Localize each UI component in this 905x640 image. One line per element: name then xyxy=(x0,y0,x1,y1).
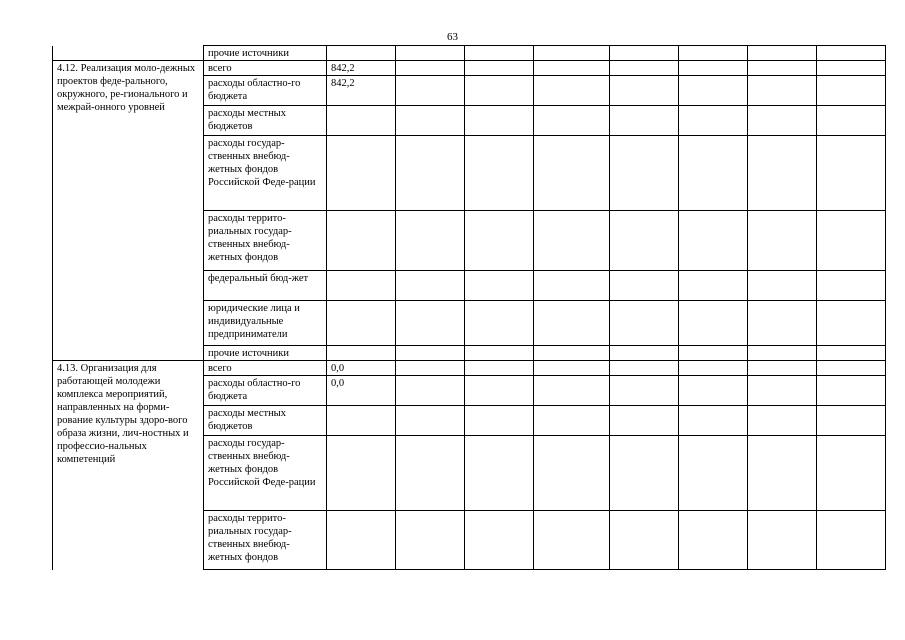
source-cell: всего xyxy=(204,61,327,76)
event-title-cell: 4.13. Организация для работающей молодежи комплекса мероприятий, направленных на форми-рование культуры здоро-вого образа жизни, лич-ностных и профессио-нальных компетенций xyxy=(53,361,204,570)
value-cell xyxy=(396,346,465,361)
value-cell xyxy=(396,436,465,511)
value-cell xyxy=(817,46,886,61)
value-cell xyxy=(465,406,534,436)
value-cell xyxy=(396,271,465,301)
value-cell xyxy=(327,346,396,361)
value-cell xyxy=(534,361,610,376)
source-cell: прочие источники xyxy=(204,346,327,361)
value-cell xyxy=(679,136,748,211)
value-cell xyxy=(534,61,610,76)
value-cell xyxy=(534,376,610,406)
value-cell xyxy=(748,106,817,136)
value-cell xyxy=(610,361,679,376)
source-cell: расходы государ-ственных внебюд-жетных фондов Российской Феде-рации xyxy=(204,436,327,511)
source-cell: юридические лица и индивидуальные предприниматели xyxy=(204,301,327,346)
value-cell xyxy=(396,76,465,106)
value-cell xyxy=(327,136,396,211)
value-cell xyxy=(396,46,465,61)
value-cell xyxy=(748,511,817,570)
value-cell xyxy=(817,61,886,76)
event-cell-continued xyxy=(53,46,204,61)
value-cell xyxy=(610,136,679,211)
source-cell: всего xyxy=(204,361,327,376)
value-cell xyxy=(534,271,610,301)
value-cell xyxy=(817,301,886,346)
value-cell xyxy=(817,436,886,511)
value-cell xyxy=(679,106,748,136)
value-cell xyxy=(396,361,465,376)
value-cell xyxy=(534,106,610,136)
value-cell xyxy=(396,406,465,436)
value-cell xyxy=(610,271,679,301)
value-cell xyxy=(817,136,886,211)
value-cell xyxy=(327,436,396,511)
value-cell xyxy=(465,301,534,346)
budget-table xyxy=(52,45,886,570)
source-cell: расходы государ-ственных внебюд-жетных фондов Российской Феде-рации xyxy=(204,136,327,211)
value-cell xyxy=(396,61,465,76)
value-cell: 842,2 xyxy=(327,61,396,76)
value-cell xyxy=(679,61,748,76)
value-cell xyxy=(534,511,610,570)
value-cell xyxy=(679,376,748,406)
source-cell: расходы террито-риальных государ-ственных внебюд-жетных фондов xyxy=(204,211,327,271)
value-cell xyxy=(817,271,886,301)
value-cell xyxy=(679,361,748,376)
value-cell xyxy=(817,511,886,570)
value-cell xyxy=(465,106,534,136)
value-cell xyxy=(679,271,748,301)
value-cell xyxy=(817,376,886,406)
source-cell: расходы областно-го бюджета xyxy=(204,376,327,406)
value-cell xyxy=(817,211,886,271)
value-cell: 842,2 xyxy=(327,76,396,106)
value-cell xyxy=(465,346,534,361)
value-cell xyxy=(748,436,817,511)
value-cell xyxy=(465,61,534,76)
value-cell xyxy=(748,301,817,346)
source-cell: федеральный бюд-жет xyxy=(204,271,327,301)
value-cell xyxy=(396,376,465,406)
value-cell xyxy=(610,106,679,136)
value-cell xyxy=(534,436,610,511)
value-cell xyxy=(396,136,465,211)
table-row xyxy=(53,361,886,376)
value-cell xyxy=(396,301,465,346)
value-cell xyxy=(465,46,534,61)
value-cell xyxy=(327,511,396,570)
value-cell xyxy=(748,406,817,436)
value-cell xyxy=(396,106,465,136)
source-cell: расходы областно-го бюджета xyxy=(204,76,327,106)
value-cell xyxy=(327,406,396,436)
source-cell: прочие источники xyxy=(204,46,327,61)
value-cell xyxy=(327,106,396,136)
value-cell xyxy=(610,436,679,511)
value-cell xyxy=(679,346,748,361)
value-cell xyxy=(610,511,679,570)
value-cell xyxy=(610,61,679,76)
value-cell xyxy=(610,46,679,61)
value-cell xyxy=(679,406,748,436)
value-cell xyxy=(679,511,748,570)
value-cell xyxy=(679,301,748,346)
source-cell: расходы террито-риальных государ-ственных внебюд-жетных фондов xyxy=(204,511,327,570)
value-cell xyxy=(327,271,396,301)
value-cell xyxy=(465,211,534,271)
value-cell: 0,0 xyxy=(327,361,396,376)
event-title-cell: 4.12. Реализация моло-дежных проектов феде-рального, окружного, ре-гионального и межрай-онного уровней xyxy=(53,61,204,361)
value-cell xyxy=(748,61,817,76)
value-cell xyxy=(748,136,817,211)
value-cell xyxy=(610,376,679,406)
value-cell xyxy=(817,346,886,361)
value-cell xyxy=(679,46,748,61)
value-cell: 0,0 xyxy=(327,376,396,406)
value-cell xyxy=(396,511,465,570)
value-cell xyxy=(327,211,396,271)
value-cell xyxy=(534,76,610,106)
source-cell: расходы местных бюджетов xyxy=(204,406,327,436)
value-cell xyxy=(396,211,465,271)
table-body xyxy=(53,46,886,570)
value-cell xyxy=(679,436,748,511)
value-cell xyxy=(465,76,534,106)
value-cell xyxy=(534,301,610,346)
value-cell xyxy=(748,46,817,61)
value-cell xyxy=(465,361,534,376)
page-number: 63 xyxy=(447,31,458,43)
source-cell: расходы местных бюджетов xyxy=(204,106,327,136)
value-cell xyxy=(748,76,817,106)
value-cell xyxy=(610,406,679,436)
value-cell xyxy=(327,301,396,346)
value-cell xyxy=(679,211,748,271)
value-cell xyxy=(817,106,886,136)
value-cell xyxy=(817,406,886,436)
value-cell xyxy=(465,136,534,211)
value-cell xyxy=(534,136,610,211)
value-cell xyxy=(534,406,610,436)
value-cell xyxy=(610,211,679,271)
value-cell xyxy=(610,346,679,361)
value-cell xyxy=(534,211,610,271)
value-cell xyxy=(748,361,817,376)
value-cell xyxy=(748,376,817,406)
value-cell xyxy=(610,76,679,106)
table-row xyxy=(53,61,886,76)
value-cell xyxy=(610,301,679,346)
value-cell xyxy=(465,436,534,511)
value-cell xyxy=(465,271,534,301)
value-cell xyxy=(679,76,748,106)
value-cell xyxy=(748,271,817,301)
value-cell xyxy=(817,361,886,376)
value-cell xyxy=(327,46,396,61)
value-cell xyxy=(748,211,817,271)
value-cell xyxy=(534,346,610,361)
value-cell xyxy=(465,511,534,570)
value-cell xyxy=(465,376,534,406)
table-row xyxy=(53,46,886,61)
value-cell xyxy=(534,46,610,61)
value-cell xyxy=(748,346,817,361)
value-cell xyxy=(817,76,886,106)
